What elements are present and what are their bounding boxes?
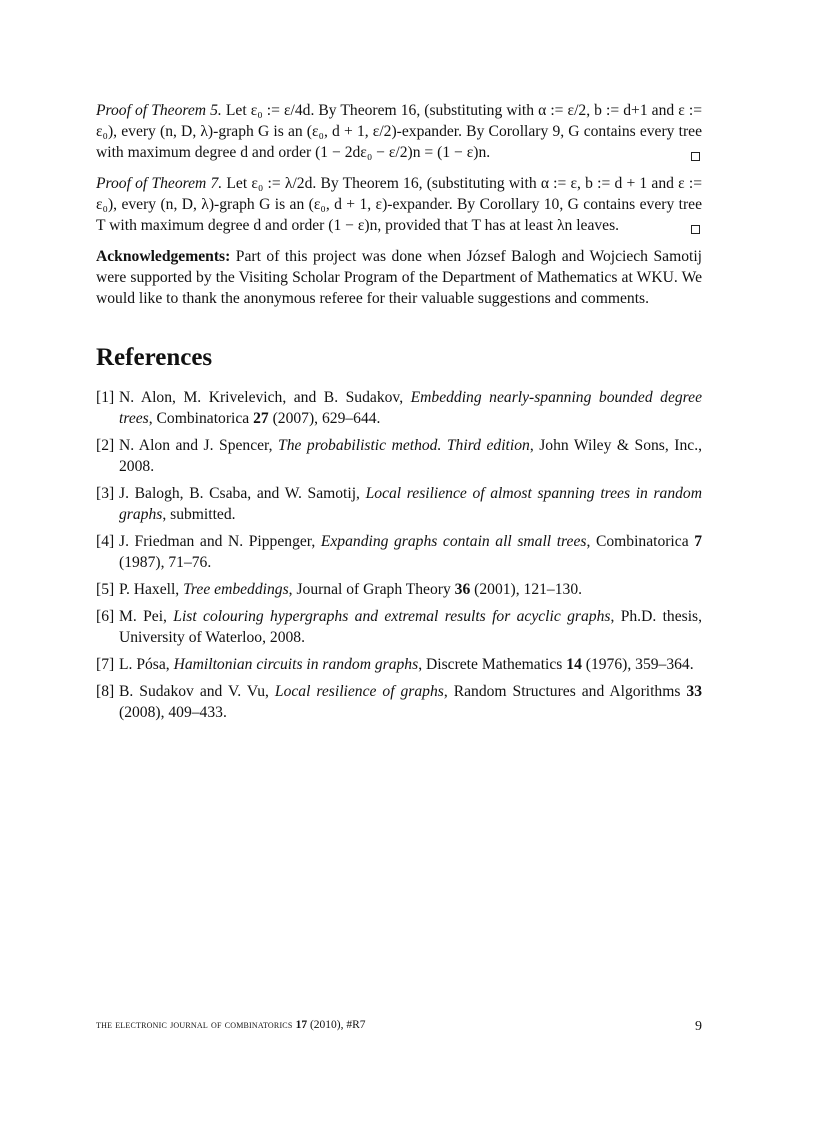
reference-venue: , Discrete Mathematics	[418, 656, 567, 673]
reference-title: Expanding graphs contain all small trees	[320, 533, 587, 550]
reference-authors: N. Alon and J. Spencer,	[119, 437, 279, 454]
proof-lead: Proof of Theorem 5.	[96, 102, 222, 119]
footer-volume: 17	[295, 1019, 308, 1031]
reference-item	[96, 681, 702, 723]
reference-venue: , Combinatorica	[148, 410, 254, 427]
qed-box-icon	[691, 225, 700, 234]
reference-venue: , Ph.D. thesis, University of Waterloo, 2008.	[119, 608, 702, 646]
reference-volume: 27	[253, 410, 269, 427]
reference-item	[96, 387, 702, 429]
proof-theorem-5	[96, 100, 702, 163]
reference-item	[96, 579, 702, 600]
reference-authors: M. Pei,	[119, 608, 174, 625]
reference-authors: B. Sudakov and V. Vu,	[119, 683, 275, 700]
reference-volume: 36	[454, 581, 471, 598]
reference-number: [8]	[96, 683, 115, 700]
reference-venue: , Random Structures and Algorithms	[443, 683, 687, 700]
reference-details: (1976), 359–364.	[581, 656, 694, 673]
page-number: 9	[695, 1019, 702, 1034]
reference-details: (1987), 71–76.	[119, 554, 212, 571]
reference-title: Tree embeddings	[183, 581, 289, 598]
reference-number: [4]	[96, 533, 115, 550]
reference-title: Local resilience of graphs	[274, 683, 444, 700]
qed-box-icon	[691, 152, 700, 161]
page-footer	[96, 1019, 702, 1034]
reference-item	[96, 654, 702, 675]
reference-details: (2007), 629–644.	[268, 410, 381, 427]
reference-authors: L. Pósa,	[119, 656, 174, 673]
reference-volume: 33	[686, 683, 702, 700]
reference-item	[96, 531, 702, 573]
reference-number: [2]	[96, 437, 115, 454]
reference-title: Local resilience of almost spanning trees in random graphs	[119, 485, 702, 523]
reference-authors: P. Haxell,	[119, 581, 184, 598]
reference-title: Hamiltonian circuits in random graphs	[173, 656, 419, 673]
acknowledgements-heading: Acknowledgements:	[96, 248, 231, 265]
reference-venue: , Journal of Graph Theory	[288, 581, 455, 598]
reference-title: The probabilistic method. Third edition	[278, 437, 530, 454]
reference-list	[96, 387, 702, 723]
references-heading: References	[96, 344, 213, 371]
footer-journal: the electronic journal of combinatorics	[96, 1019, 296, 1031]
footer-issue: (2010), #R7	[307, 1019, 366, 1031]
page-body	[96, 100, 702, 729]
reference-authors: N. Alon, M. Krivelevich, and B. Sudakov,	[119, 389, 411, 406]
reference-authors: J. Balogh, B. Csaba, and W. Samotij,	[119, 485, 366, 502]
reference-title: List colouring hypergraphs and extremal results for acyclic graphs	[173, 608, 611, 625]
reference-details: (2008), 409–433.	[119, 704, 227, 721]
acknowledgements-text: Part of this project was done when József Balogh and Wojciech Samotij were supported by the Visiting Scholar Program of the Department of Mathematics at WKU. We would like to thank the anonymous referee for their valuable suggestions and comments.	[96, 248, 702, 307]
reference-details: (2001), 121–130.	[470, 581, 583, 598]
reference-number: [7]	[96, 656, 115, 673]
reference-venue: , submitted.	[162, 506, 236, 523]
reference-item	[96, 606, 702, 648]
reference-authors: J. Friedman and N. Pippenger,	[119, 533, 321, 550]
acknowledgements	[96, 246, 702, 309]
reference-venue: , John Wiley & Sons, Inc., 2008.	[119, 437, 702, 475]
reference-volume: 7	[694, 533, 702, 550]
proof-lead: Proof of Theorem 7.	[96, 175, 223, 192]
reference-number: [1]	[96, 389, 115, 406]
proof-theorem-7	[96, 173, 702, 236]
reference-item	[96, 483, 702, 525]
reference-item	[96, 435, 702, 477]
proof-text: Let ε₀ := ε/4d. By Theorem 16, (substituting with α := ε/2, b := d+1 and ε := ε₀), every (n, D, λ)-graph G is an (ε₀, d + 1, ε/2)-expander. By Corollary 9, G contains every tree with maximum degree d and order (1 − 2dε₀ − ε/2)n = (1 − ε)n.	[96, 102, 703, 161]
reference-title: Embedding nearly-spanning bounded degree trees	[119, 389, 702, 427]
reference-number: [6]	[96, 608, 115, 625]
reference-number: [5]	[96, 581, 115, 598]
reference-venue: , Combinatorica	[586, 533, 695, 550]
reference-volume: 14	[566, 656, 582, 673]
reference-number: [3]	[96, 485, 115, 502]
proof-text: Let ε₀ := λ/2d. By Theorem 16, (substituting with α := ε, b := d + 1 and ε := ε₀), every (n, D, λ)-graph G is an (ε₀, d + 1, ε)-expander. By Corollary 10, G contains every tree T with maximum degree d and order (1 − ε)n, provided that T has at least λn leaves.	[96, 175, 702, 234]
